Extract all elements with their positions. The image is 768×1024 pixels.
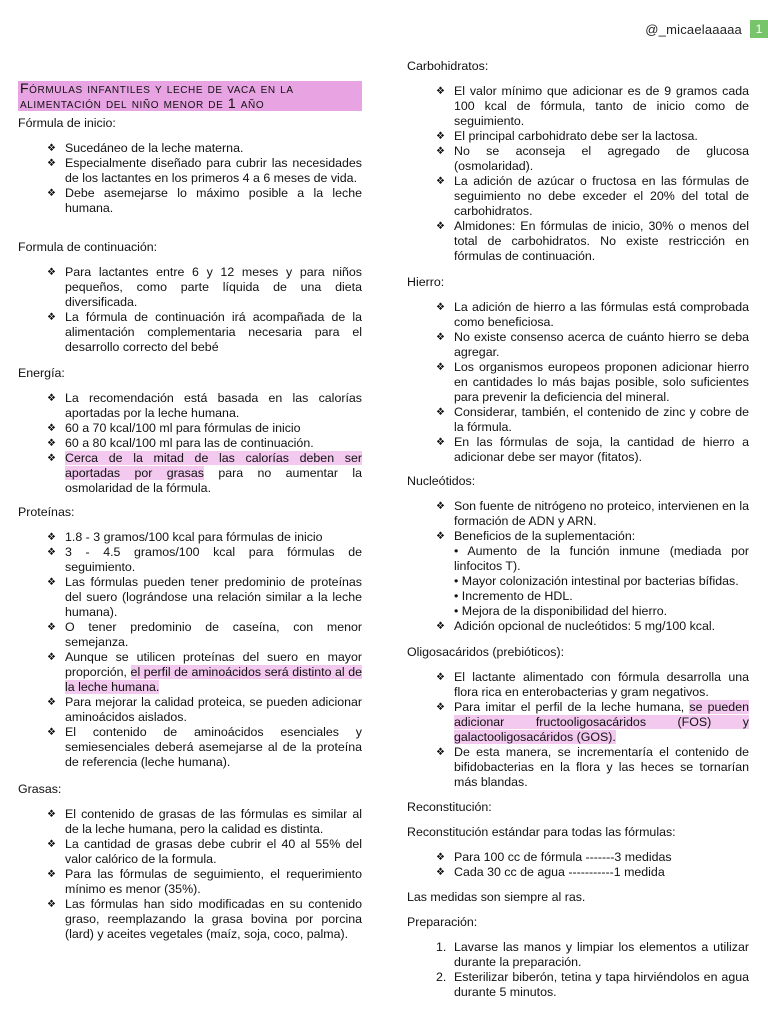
list-item: ❖ Cada 30 cc de agua -----------1 medida (436, 865, 749, 880)
sub-item: • Aumento de la función inmune (mediada por linfocitos T). (454, 544, 749, 573)
list-item: ❖ Los organismos europeos proponen adicionar hierro en cantidades lo más bajas posible, solo suficientes para prevenir la deficiencia del mineral. (436, 360, 749, 405)
list-item: ❖ Para mejorar la calidad proteica, se pueden adicionar aminoácidos aislados. (47, 695, 362, 725)
document-title: Fórmulas infantiles y leche de vaca en la alimentación del niño menor de 1 año (18, 81, 362, 111)
section-heading: Carbohidratos: (407, 59, 489, 73)
list-item: ❖ No se aconseja el agregado de glucosa (osmolaridad). (436, 144, 749, 174)
list-item: ❖ El lactante alimentado con fórmula desarrolla una flora rica en enterobacterias y gram negativos. (436, 670, 749, 700)
section-heading: Reconstitución: (407, 800, 492, 814)
list-item: ❖ En las fórmulas de soja, la cantidad de hierro a adicionar debe ser mayor (fitatos). (436, 435, 749, 465)
highlighted-text: el perfil de aminoácidos será distinto al de la leche humana. (65, 665, 363, 694)
list-item: ❖ Considerar, también, el contenido de zinc y cobre de la fórmula. (436, 405, 749, 435)
list-item: ❖ 3 - 4.5 gramos/100 kcal para fórmulas de seguimiento. (47, 545, 362, 575)
list-item: ❖ El contenido de aminoácidos esenciales y semiesenciales deberá asemejarse al de la proteína de referencia (leche humana). (47, 725, 362, 770)
list-item: ❖ Sucedáneo de la leche materna. (47, 141, 362, 156)
page-header (645, 20, 768, 38)
list-item (47, 451, 362, 496)
list-item: ❖ El contenido de grasas de las fórmulas es similar al de la leche humana, pero la calidad es distinta. (47, 807, 362, 837)
section-formula-inicio (18, 116, 362, 216)
section-energia (18, 366, 362, 496)
list-item: ❖ De esta manera, se incrementaría el contenido de bifidobacterias en la flora y las heces se tornarían más blandas. (436, 745, 749, 790)
list-item-text: Para imitar el perfil de la leche humana, (454, 700, 690, 714)
sub-item: • Incremento de HDL. (454, 589, 573, 603)
list-item: ❖ O tener predominio de caseína, con menor semejanza. (47, 620, 362, 650)
list-item: ❖ La cantidad de grasas debe cubrir el 40 al 55% del valor calórico de la formula. (47, 837, 362, 867)
list-item: ❖ La fórmula de continuación irá acompañada de la alimentación complementaria necesaria para el desarrollo correcto del bebé (47, 310, 362, 355)
section-hierro (407, 275, 749, 465)
list-item: ❖ Debe asemejarse lo máximo posible a la leche humana. (47, 186, 362, 216)
list-item: ❖ La recomendación está basada en las calorías aportadas por la leche humana. (47, 391, 362, 421)
list-item: ❖ No existe consenso acerca de cuánto hierro se deba agregar. (436, 330, 749, 360)
step-number: 2. (436, 970, 447, 984)
list-item: ❖ La adición de azúcar o fructosa en las fórmulas de seguimiento no debe exceder el 20% del total de carbohidratos. (436, 174, 749, 219)
list-item: ❖ El valor mínimo que adicionar es de 9 gramos cada 100 kcal de fórmula, tanto de inicio como de seguimiento. (436, 84, 749, 129)
section-heading: Grasas: (18, 782, 62, 796)
section-oligosacaridos (407, 645, 749, 790)
list-item: ❖ Para 100 cc de fórmula -------3 medidas (436, 850, 749, 865)
section-heading: Fórmula de inicio: (18, 116, 116, 130)
list-item: ❖ 1.8 - 3 gramos/100 kcal para fórmulas de inicio (47, 530, 362, 545)
highlighted-text: se pueden adicionar fructooligosacáridos (FOS) y galactooligosacáridos (GOS). (454, 700, 749, 744)
section-grasas (18, 782, 362, 942)
list-item-text: Beneficios de la suplementación: (454, 529, 636, 543)
list-item: ❖ El principal carbohidrato debe ser la lactosa. (436, 129, 749, 144)
section-carbohidratos (407, 59, 749, 264)
step-text: Lavarse las manos y limpiar los elementos a utilizar durante la preparación. (454, 940, 749, 969)
section-heading: Oligosacáridos (prebióticos): (407, 645, 565, 659)
note-text: Las medidas son siempre al ras. (407, 890, 586, 904)
list-item (436, 700, 749, 745)
list-item-text: Aunque se utilicen proteínas del suero en mayor proporción, (65, 650, 362, 679)
section-proteinas (18, 505, 362, 770)
section-heading: Energía: (18, 366, 65, 380)
list-item: ❖ Para lactantes entre 6 y 12 meses y para niños pequeños, como parte líquida de una dieta diversificada. (47, 265, 362, 310)
section-heading: Nucleótidos: (407, 474, 476, 488)
list-item: ❖ La adición de hierro a las fórmulas está comprobada como beneficiosa. (436, 300, 749, 330)
page-number-badge: 1 (750, 20, 768, 38)
section-subheading: Reconstitución estándar para todas las fórmulas: (407, 825, 676, 839)
list-item: ❖ 60 a 80 kcal/100 ml para las de continuación. (47, 436, 362, 451)
section-heading: Hierro: (407, 275, 445, 289)
list-item: ❖ 60 a 70 kcal/100 ml para fórmulas de inicio (47, 421, 362, 436)
section-heading: Proteínas: (18, 505, 75, 519)
highlighted-text: Cerca de la mitad de las calorías deben ser aportadas por grasas (65, 451, 362, 480)
list-item-text: para no aumentar la osmolaridad de la fórmula. (65, 466, 362, 495)
step-number: 1. (436, 940, 447, 954)
numbered-step (436, 940, 749, 970)
list-item: ❖ Adición opcional de nucleótidos: 5 mg/100 kcal. (436, 619, 749, 634)
section-heading: Preparación: (407, 915, 478, 929)
list-item: ❖ Las fórmulas han sido modificadas en su contenido graso, reemplazando la grasa bovina por porcina (lard) y aceites vegetales (maíz, soja, coco, palma). (47, 897, 362, 942)
list-item: ❖ Especialmente diseñado para cubrir las necesidades de los lactantes en los primeros 4 a 6 meses de vida. (47, 156, 362, 186)
list-item: ❖ Para las fórmulas de seguimiento, el requerimiento mínimo es menor (35%). (47, 867, 362, 897)
list-item (47, 650, 362, 695)
step-text: Esterilizar biberón, tetina y tapa hirviéndolos en agua durante 5 minutos. (454, 970, 749, 999)
sub-item: • Mejora de la disponibilidad del hierro. (454, 604, 668, 618)
section-reconstitucion (407, 800, 749, 905)
section-nucleotidos (407, 474, 749, 634)
list-item (436, 529, 749, 619)
list-item: ❖ Las fórmulas pueden tener predominio de proteínas del suero (lográndose una relación similar a la leche humana). (47, 575, 362, 620)
numbered-step (436, 970, 749, 1000)
list-item: ❖ Almidones: En fórmulas de inicio, 30% o menos del total de carbohidratos. No existe restricción en fórmulas de continuación. (436, 219, 749, 264)
list-item: ❖ Son fuente de nitrógeno no proteico, intervienen en la formación de ADN y ARN. (436, 499, 749, 529)
section-preparacion (407, 915, 749, 1000)
author-handle: @_micaelaaaaa (645, 21, 742, 37)
section-heading: Formula de continuación: (18, 240, 158, 254)
sub-item: • Mayor colonización intestinal por bacterias bífidas. (454, 574, 739, 588)
section-formula-continuacion (18, 240, 362, 355)
